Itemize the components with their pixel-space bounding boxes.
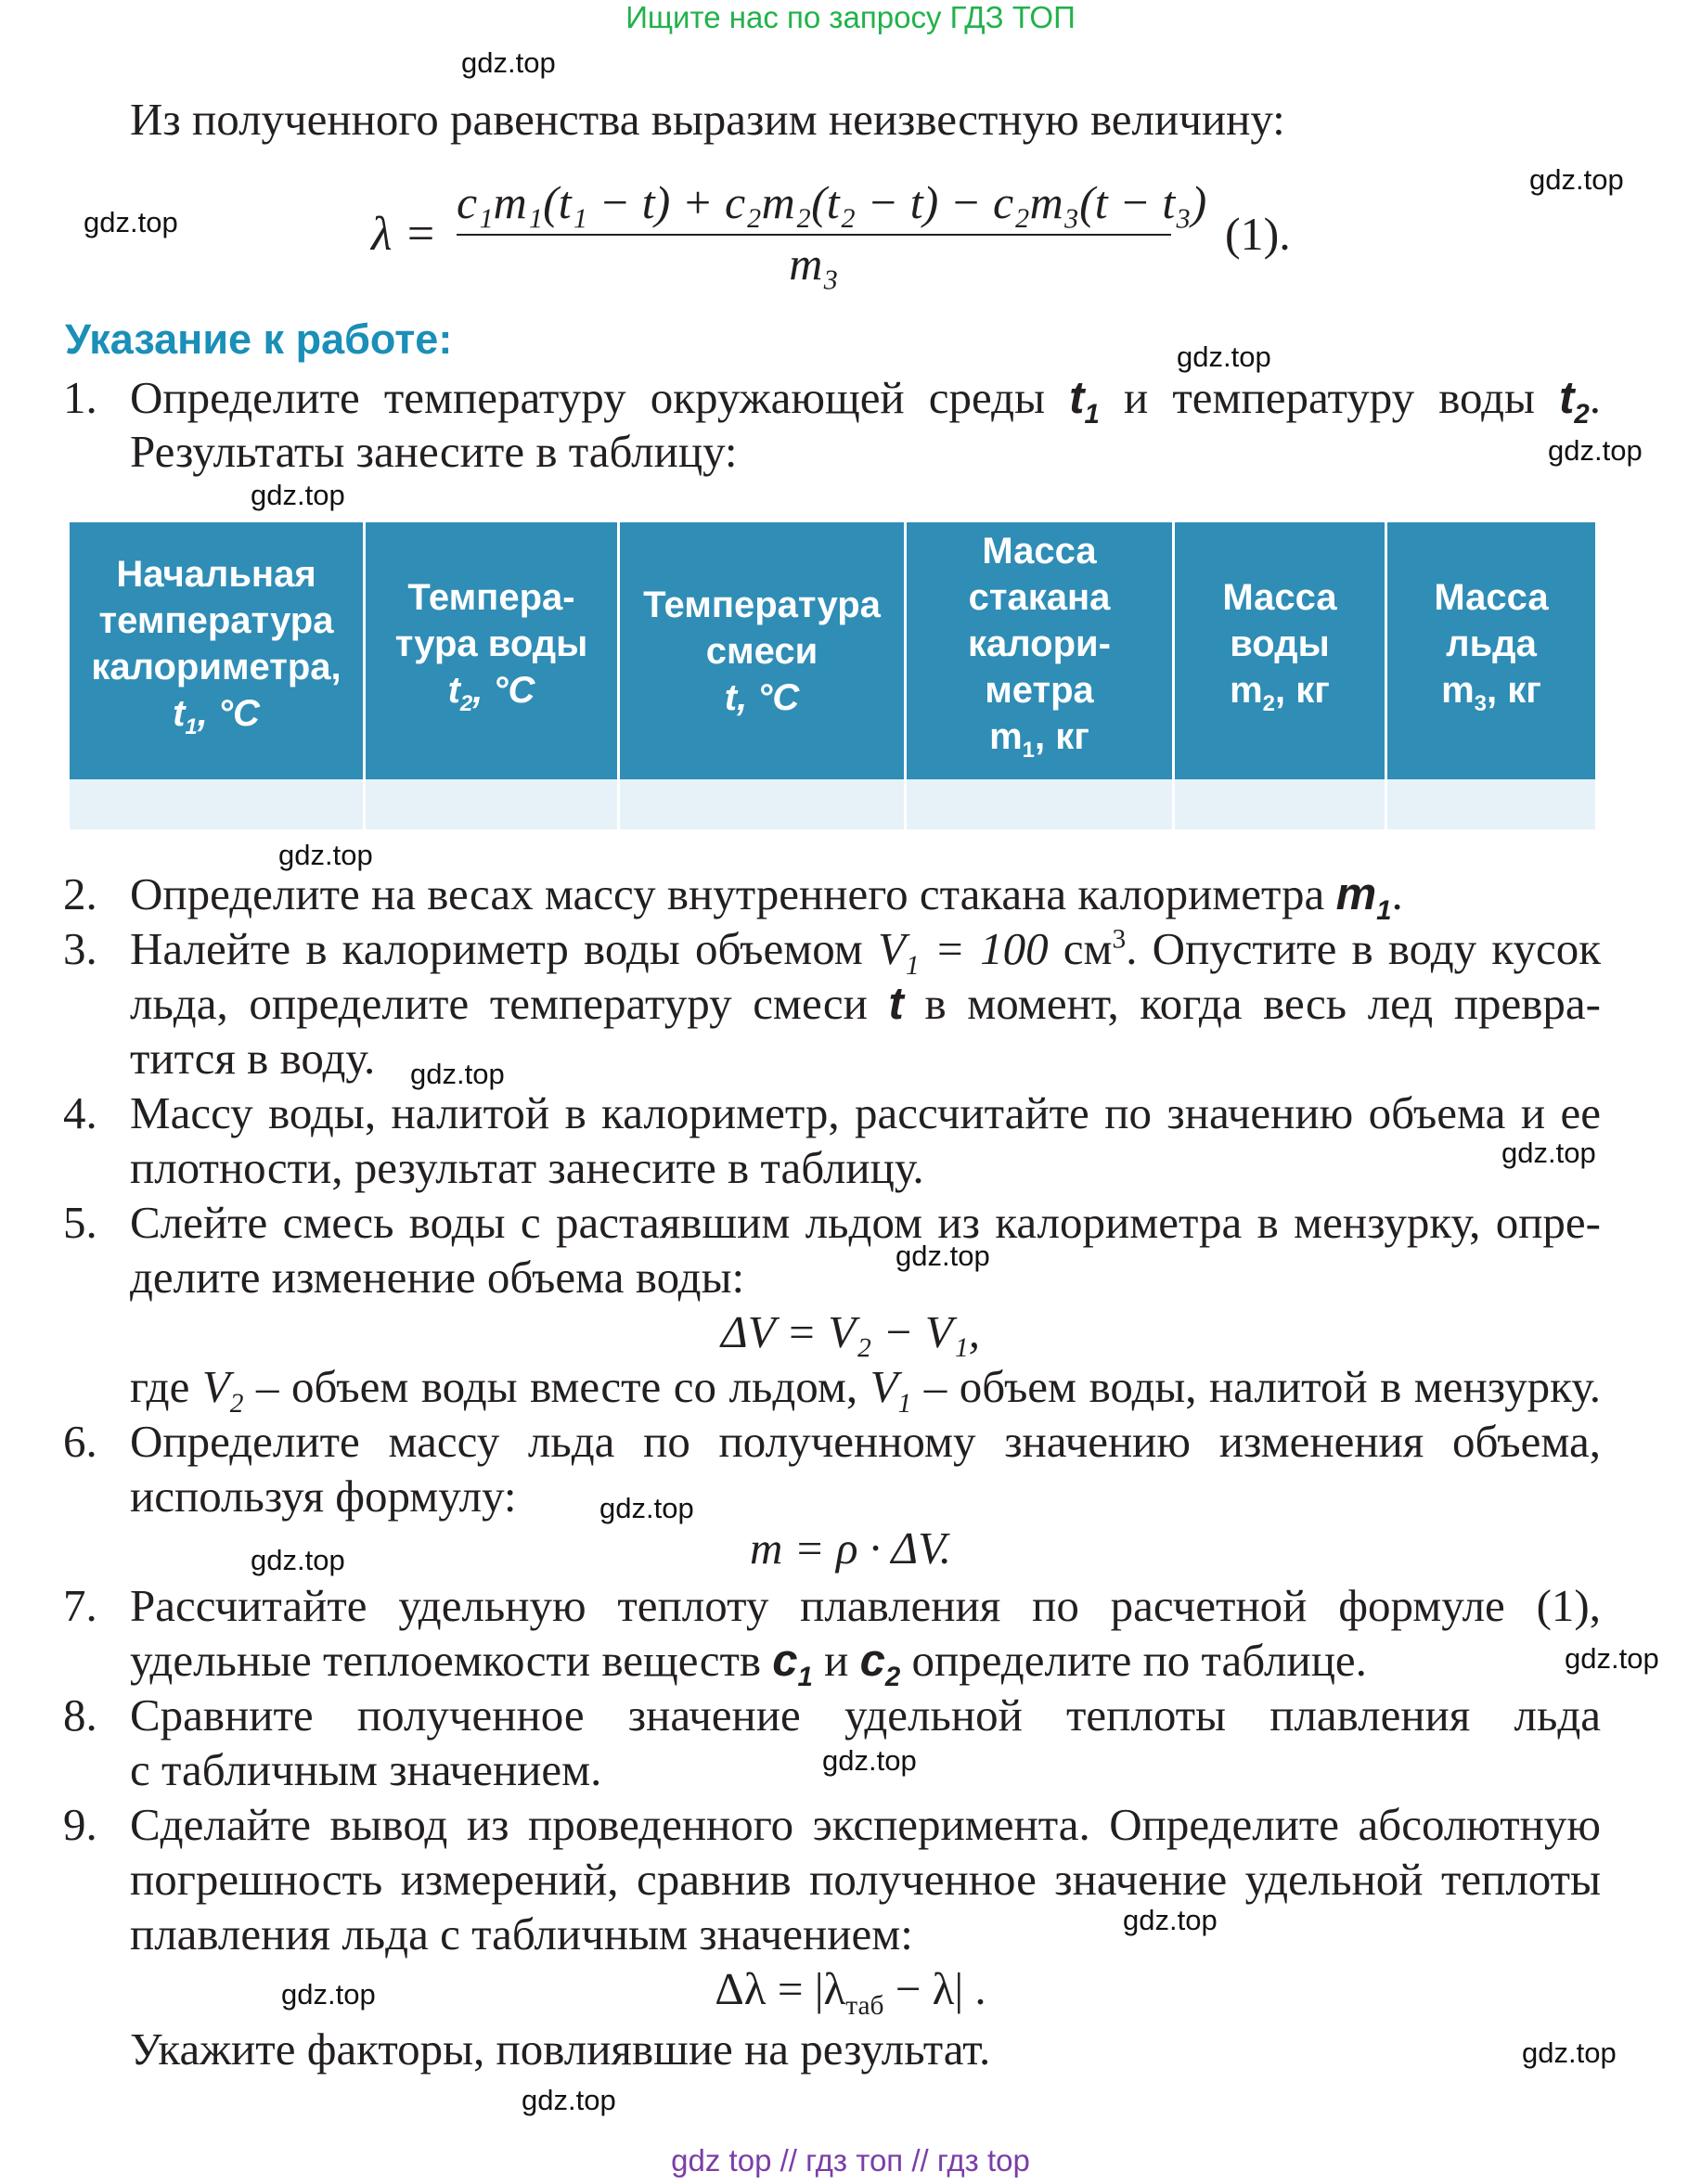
watermark: gdz.top (1529, 163, 1624, 196)
item-2-line-1: Определите на весах массу внутреннего стакана калориметра $m_1$. (130, 868, 1403, 926)
item-1-line-2: Результаты занесите в таблицу: (130, 426, 738, 477)
table-cell[interactable] (69, 779, 365, 829)
item-7-line-2: удельные теплоемкости веществ $c_1$ и $c_2$ определите по таблице. (130, 1635, 1367, 1692)
watermark: gdz.top (1123, 1904, 1218, 1936)
item-3-line-3: тится в воду. (130, 1033, 376, 1084)
table-cell[interactable] (1386, 779, 1597, 829)
watermark: gdz.top (822, 1744, 917, 1777)
item-4-number: 4. (63, 1087, 97, 1138)
watermark: gdz.top (281, 1978, 376, 2011)
top-banner: Ищите нас по запросу ГДЗ ТОП (625, 0, 1076, 34)
table-row (69, 779, 1597, 829)
formula-numerator: c₁m₁(t₁ − t) + c₂m₂(t₂ − t) − c₂m₃(t − t₃) (457, 176, 1207, 228)
item-8-line-1: Сравните полученное значение удельной теплоты плавления льда (130, 1689, 1601, 1741)
watermark: gdz.top (1501, 1137, 1596, 1169)
watermark: gdz.top (896, 1240, 990, 1272)
item-6-number: 6. (63, 1416, 97, 1467)
watermark: gdz.top (599, 1492, 694, 1524)
formula-lambda (371, 174, 1336, 304)
table-header-water-mass: Масса воды $m_2$, кг (1174, 522, 1386, 779)
watermark: gdz.top (1522, 2036, 1617, 2069)
item-8-number: 8. (63, 1689, 97, 1741)
item-6-line-2: используя формулу: (130, 1471, 517, 1522)
item-9-line-1: Сделайте вывод из проведенного эксперимента. Определите абсолютную (130, 1799, 1601, 1850)
item-3-line-2: льда, определите температуру смеси t в момент, когда весь лед превра- (130, 978, 1601, 1029)
item-9-line-4: Укажите факторы, повлиявшие на результат. (130, 2023, 991, 2075)
item-6-line-1: Определите массу льда по полученному значению изменения объема, (130, 1416, 1601, 1467)
item-4-line-2: плотности, результат занесите в таблицу. (130, 1142, 924, 1193)
item-7-line-1: Рассчитайте удельную теплоту плавления по расчетной формуле (1), (130, 1580, 1601, 1631)
item-8-line-2: с табличным значением. (130, 1744, 602, 1795)
formula-denominator: m₃ (789, 238, 839, 289)
item-9-number: 9. (63, 1799, 97, 1850)
item-5-line-2: делите изменение объема воды: (130, 1252, 745, 1303)
table-header-cup-mass: Масса стакана калори- метра $m_1$, кг (906, 522, 1174, 779)
formula-delta-v: ΔV = V₂ − V₁, (720, 1306, 981, 1357)
results-table (67, 522, 1598, 829)
watermark: gdz.top (1177, 340, 1271, 373)
item-5-line-1: Слейте смесь воды с растаявшим льдом из калориметра в мензурку, опре- (130, 1197, 1601, 1248)
footer-links: gdz top // гдз топ // гдз top (671, 2143, 1030, 2178)
table-header-ice-mass: Масса льда $m_3$, кг (1386, 522, 1597, 779)
item-7-number: 7. (63, 1580, 97, 1631)
item-3-number: 3. (63, 923, 97, 974)
watermark: gdz.top (1565, 1642, 1659, 1675)
formula-number: (1). (1225, 208, 1291, 260)
watermark: gdz.top (278, 839, 373, 871)
item-4-line-1: Массу воды, налитой в калориметр, рассчитайте по значению объема и ее (130, 1087, 1601, 1138)
table-cell[interactable] (619, 779, 906, 829)
table-header-mix-temp: Температура смеси t, °C (619, 522, 906, 779)
table-cell[interactable] (1174, 779, 1386, 829)
watermark: gdz.top (1548, 434, 1643, 467)
watermark: gdz.top (522, 2084, 616, 2116)
watermark: gdz.top (251, 479, 345, 511)
table-cell[interactable] (906, 779, 1174, 829)
item-5-number: 5. (63, 1197, 97, 1248)
watermark: gdz.top (84, 206, 178, 238)
watermark: gdz.top (251, 1544, 345, 1576)
formula-lhs: λ = (371, 208, 437, 261)
table-cell[interactable] (365, 779, 619, 829)
item-5-where: где $V_2$ – объем воды вместе со льдом, $V_1$ – объем воды, налитой в мензурку. (130, 1361, 1602, 1419)
table-header-water-temp: Темпера- тура воды $t_2$, °C (365, 522, 619, 779)
item-3-line-1: Налейте в калориметр воды объемом $V_1 = 100$ $см^3$. Опустите в воду кусок (130, 923, 1602, 981)
item-1-line-1: Определите температуру окружающей среды $t_1$ и температуру воды $t_2$. (130, 372, 1602, 430)
section-heading: Указание к работе: (65, 315, 453, 363)
table-header-initial-temp: Начальная температура калориметра, $t_1$, °C (69, 522, 365, 779)
item-9-line-3: плавления льда с табличным значением: (130, 1908, 913, 1959)
item-9-line-2: погрешность измерений, сравнив полученное значение удельной теплоты (130, 1854, 1601, 1905)
watermark: gdz.top (410, 1058, 505, 1090)
intro-text: Из полученного равенства выразим неизвестную величину: (130, 94, 1285, 145)
formula-mass: m = ρ · ΔV. (750, 1522, 951, 1574)
watermark: gdz.top (461, 46, 556, 79)
item-1-number: 1. (63, 372, 97, 423)
item-2-number: 2. (63, 868, 97, 919)
formula-delta-lambda: $\Delta\lambda = |\lambda_{таб} - \lambda|$ . (715, 1963, 986, 2021)
table-header-row (69, 522, 1597, 779)
